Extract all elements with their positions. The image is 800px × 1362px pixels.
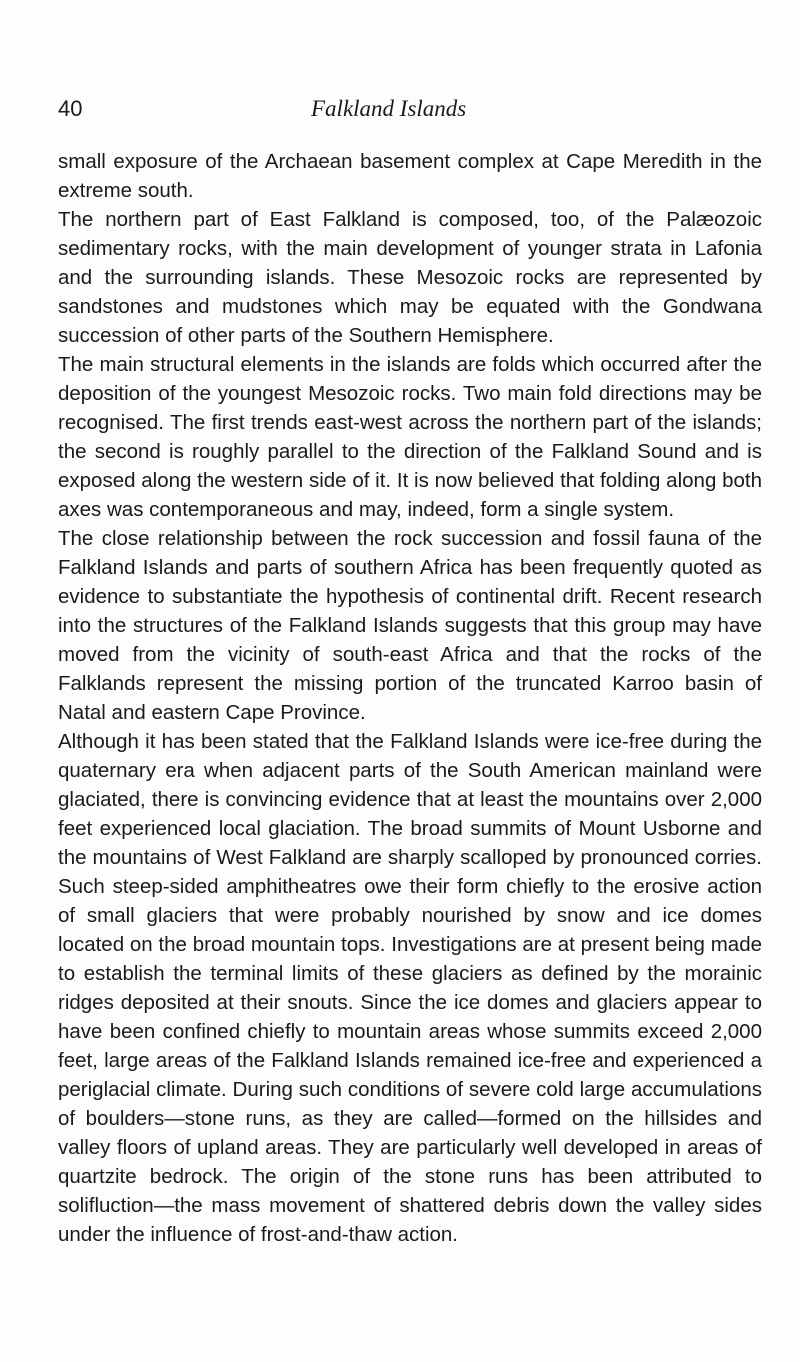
paragraph-glaciation: Although it has been stated that the Falkland Islands were ice-free during the quaternary era when adjacent parts of the South American mainland were glaciated, there is convincing evidence that at least the mountains over 2,000 feet experienced local glaciation. The broad summits of Mount Usborne and the mountains of West Falkland are sharply scalloped by pronounced corries. Such steep-sided amphitheatres owe their form chiefly to the erosive action of small glaciers that were probably nourished by snow and ice domes located on the broad mountain tops. Investigations are at present being made to establish the terminal limits of these glaciers as defined by the morainic ridges deposited at their snouts. Since the ice domes and glaciers appear to have been confined chiefly to mountain areas whose summits exceed 2,000 feet, large areas of the Falkland Islands remained ice-free and experienced a periglacial climate. During such conditions of severe cold large accumulations of boulders—stone runs, as they are called—formed on the hillsides and valley floors of upland areas. They are particularly well developed in areas of quartzite bedrock. The origin of the stone runs has been attributed to solifluction—the mass movement of shattered debris down the valley sides under the influence of frost-and-thaw action. — [58, 730, 762, 1246]
paragraph-geology-east-falkland: The northern part of East Falkland is composed, too, of the Palæozoic sedimentary rocks, with the main development of younger strata in Lafonia and the surrounding islands. These Mesozoic rocks are represented by sandstones and mudstones which may be equated with the Gondwana succession of other parts of the Southern Hemisphere. — [58, 208, 762, 347]
paragraph-continental-drift: The close relationship between the rock succession and fossil fauna of the Falkland Islands and parts of southern Africa has been frequently quoted as evidence to substantiate the hypothesis of continental drift. Recent research into the structures of the Falkland Islands suggests that this group may have moved from the vicinity of south-east Africa and that the rocks of the Falklands represent the missing portion of the truncated Karroo basin of Natal and eastern Cape Province. — [58, 527, 762, 724]
paragraph-structural-elements: The main structural elements in the islands are folds which occurred after the deposition of the youngest Mesozoic rocks. Two main fold directions may be recognised. The first trends east-west across the northern part of the islands; the second is roughly parallel to the direction of the Falkland Sound and is exposed along the western side of it. It is now believed that folding along both axes was contemporaneous and may, indeed, form a single system. — [58, 353, 762, 521]
body-text — [58, 147, 762, 1249]
paragraph-continuation: small exposure of the Archaean basement complex at Cape Meredith in the extreme south. — [58, 150, 762, 202]
book-title: Falkland Islands — [311, 96, 467, 121]
page-number: 40 — [58, 96, 83, 121]
running-head — [58, 96, 758, 136]
